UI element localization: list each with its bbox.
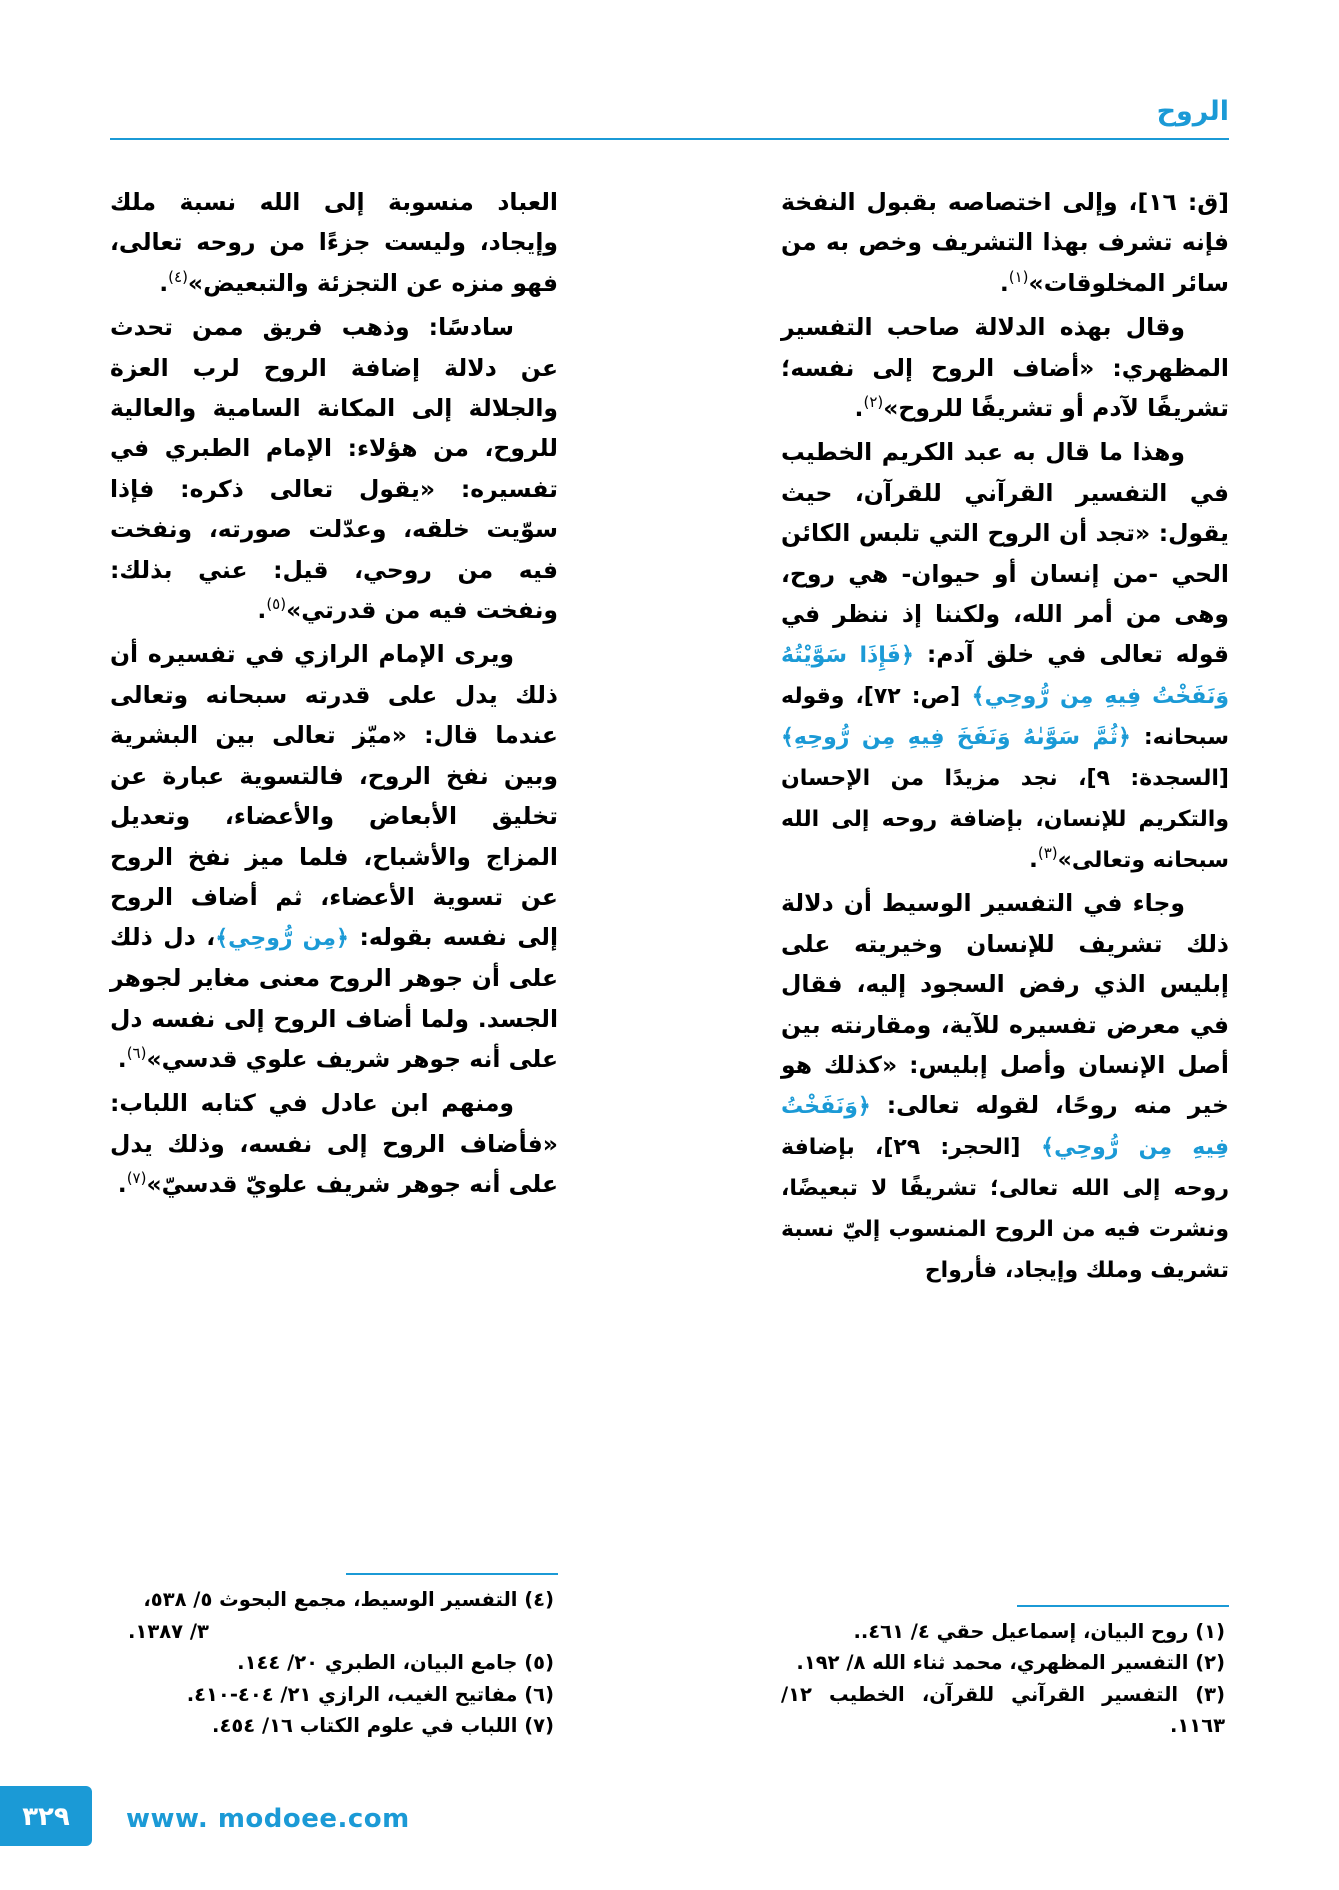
footnotes-left	[110, 1573, 558, 1742]
paragraph	[110, 182, 558, 303]
footnote-number: (٢)	[1195, 1651, 1225, 1675]
footnote-item	[110, 1679, 558, 1711]
paragraph-text: وقال بهذه الدلالة صاحب التفسير المظهري: «أضاف الروح إلى نفسه؛ تشريفًا لآدم أو تشريفًا للروح»	[781, 313, 1229, 423]
footnote-marker: (١)	[1008, 267, 1029, 286]
footnote-item	[110, 1647, 558, 1679]
paragraph-tail: .	[257, 596, 267, 625]
footnote-text: التفسير الوسيط، مجمع البحوث ٥/ ٥٣٨،	[143, 1588, 518, 1612]
paragraph-tail: .	[1028, 844, 1038, 873]
verse-reference: [السجدة: ٩]، نجد مزيدًا من الإحسان والتكريم للإنسان، بإضافة روحه إلى الله سبحانه وتعالى»	[781, 765, 1229, 873]
footnote-number: (٥)	[524, 1651, 554, 1675]
footnote-continuation: ٣/ ١٣٨٧.	[128, 1619, 209, 1643]
footnote-number: (٣)	[1195, 1682, 1225, 1706]
footnote-marker: (٦)	[126, 1044, 147, 1063]
footnote-text: اللباب في علوم الكتاب ١٦/ ٤٥٤.	[212, 1714, 518, 1738]
footnote-text: التفسير المظهري، محمد ثناء الله ٨/ ١٩٢.	[796, 1651, 1189, 1675]
page-number: ٣٢٩	[22, 1802, 70, 1832]
paragraph-tail: .	[117, 1170, 127, 1199]
paragraph-text: سادسًا: وذهب فريق ممن تحدث عن دلالة إضافة الروح لرب العزة والجلالة إلى المكانة السامية والعالية للروح، من هؤلاء: الإمام الطبري في تفسيره: «يقول تعالى ذكره: فإذا سوّيت خلقه، وعدّلت صورته، ونفخت فيه من روحي، قيل: عني بذلك: ونفخت فيه من قدرتي»	[110, 313, 558, 625]
page-title: الروح	[1156, 96, 1229, 127]
paragraph	[110, 634, 558, 1079]
paragraph-text: وجاء في التفسير الوسيط أن دلالة ذلك تشريف للإنسان وخيريته على إبليس الذي رفض السجود إليه، فقال في معرض تفسيره للآية، ومقارنته بين أصل الإنسان وأصل إبليس: «كذلك هو خير منه روحًا، لقوله تعالى:	[781, 889, 1229, 1120]
paragraph	[781, 182, 1229, 303]
footnote-item	[781, 1647, 1229, 1679]
footnote-marker: (٣)	[1037, 843, 1058, 862]
footnote-marker: (٧)	[126, 1169, 147, 1188]
paragraph	[781, 307, 1229, 428]
quran-verse: ﴿فَإِذَا سَوَّيْتُهُ وَنَفَخْتُ فِيهِ مِن رُّوحِي﴾	[781, 643, 1230, 710]
paragraph-text: وهذا ما قال به عبد الكريم الخطيب في التفسير القرآني للقرآن، حيث يقول: «تجد أن الروح التي تلبس الكائن الحي -من إنسان أو حيوان- هي روح، وهى من أمر الله، ولكننا إذ ننظر في قوله تعالى في خلق آدم:	[781, 438, 1229, 669]
paragraph-tail: .	[854, 394, 864, 423]
footnote-item	[781, 1616, 1229, 1648]
paragraph-tail: .	[159, 268, 169, 297]
quran-verse: ﴿وَنَفَخْتُ فِيهِ مِن رُّوحِي﴾	[781, 1094, 1230, 1161]
text-column-left	[110, 182, 558, 1209]
page-header	[110, 96, 1229, 142]
paragraph-text: العباد منسوبة إلى الله نسبة ملك وإيجاد، وليست جزءًا من روحه تعالى، فهو منزه عن التجزئة والتبعيض»	[110, 188, 558, 297]
footnote-text: جامع البيان، الطبري ٢٠/ ١٤٤.	[237, 1651, 518, 1675]
paragraph-tail: .	[999, 268, 1009, 297]
quran-verse: ﴿مِن رُّوحِي﴾	[215, 926, 349, 952]
header-divider	[110, 138, 1229, 140]
footnote-text: روح البيان، إسماعيل حقي ٤/ ٤٦١..	[853, 1619, 1189, 1643]
footnote-text: التفسير القرآني للقرآن، الخطيب ١٢/ ١١٦٣.	[781, 1682, 1225, 1738]
paragraph	[110, 1083, 558, 1204]
footnote-item	[110, 1584, 558, 1616]
footnotes-divider	[346, 1573, 558, 1575]
paragraph-text: ويرى الإمام الرازي في تفسيره أن ذلك يدل على قدرته سبحانه وتعالى عندما قال: «ميّز تعالى بين البشرية وبين نفخ الروح، فالتسوية عبارة عن تخليق الأبعاض والأعضاء، وتعديل المزاج والأشباح، فلما ميز نفخ الروح عن تسوية الأعضاء، ثم أضاف الروح إلى نفسه بقوله:	[110, 640, 559, 952]
verse-reference: [ص: ٧٢]، وقوله سبحانه:	[781, 684, 1229, 751]
text-column-right	[781, 182, 1229, 1294]
paragraph	[781, 432, 1229, 879]
paragraph-text: [ق: ١٦]، وإلى اختصاصه بقبول النفخة فإنه تشرف بهذا التشريف وخص به من سائر المخلوقات»	[781, 188, 1229, 297]
paragraph-text: ومنهم ابن عادل في كتابه اللباب: «فأضاف الروح إلى نفسه، وذلك يدل على أنه جوهر شريف علويّ قدسيّ»	[110, 1089, 558, 1199]
paragraph-text: ، دل ذلك على أن جوهر الروح معنى مغاير لجوهر الجسد. ولما أضاف الروح إلى نفسه دل على أنه جوهر شريف علوي قدسي»	[110, 923, 558, 1073]
footnote-text: مفاتيح الغيب، الرازي ٢١/ ٤٠٤-٤١٠.	[186, 1682, 518, 1706]
verse-reference: [الحجر: ٢٩]، بإضافة روحه إلى الله تعالى؛ تشريفًا لا تبعيضًا، ونشرت فيه من الروح المنسوب إليّ نسبة تشريف وملك وإيجاد، فأرواح	[781, 1135, 1229, 1283]
footnote-item	[110, 1710, 558, 1742]
footnote-number: (٧)	[524, 1714, 554, 1738]
paragraph	[110, 307, 558, 630]
footnote-marker: (٤)	[168, 267, 188, 286]
paragraph-tail: .	[117, 1044, 127, 1073]
footnote-item	[781, 1679, 1229, 1742]
paragraph	[781, 883, 1229, 1289]
quran-verse: ﴿ثُمَّ سَوَّىٰهُ وَنَفَخَ فِيهِ مِن رُّوحِهِ﴾	[781, 725, 1131, 751]
footnote-number: (٦)	[524, 1682, 554, 1706]
footnote-marker: (٥)	[266, 595, 287, 614]
footnote-number: (٤)	[524, 1588, 554, 1612]
footnotes-divider	[1017, 1605, 1229, 1607]
footnotes-right	[781, 1605, 1229, 1742]
footnote-number: (١)	[1195, 1619, 1225, 1643]
footnote-marker: (٢)	[863, 393, 884, 412]
website-url[interactable]: www. modoee.com	[126, 1804, 410, 1834]
